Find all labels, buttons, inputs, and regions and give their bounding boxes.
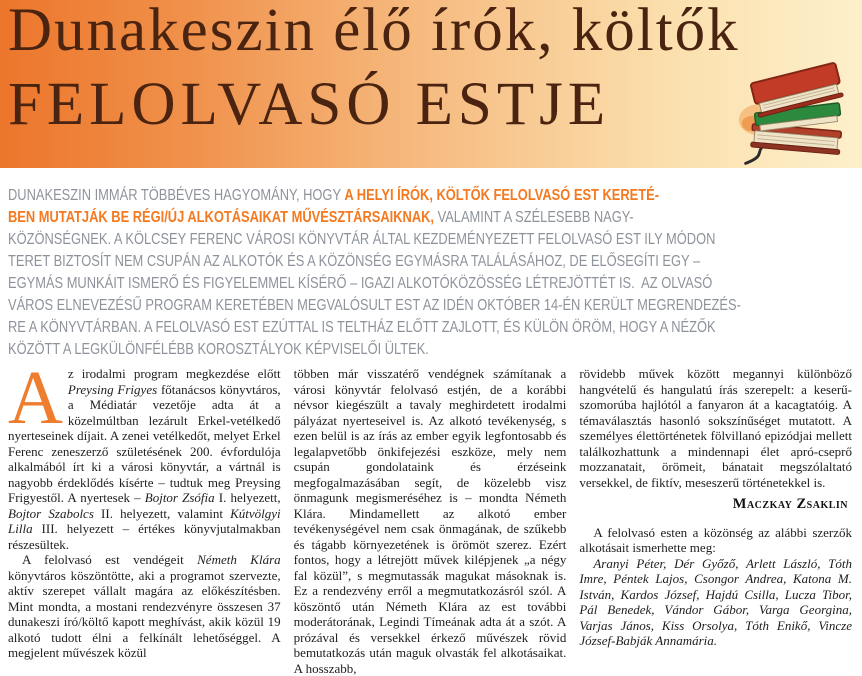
lead-text: KÖZÖTT A LEGKÜLÖNFÉLÉBB KOROSZTÁLYOK KÉPVISELŐI ÜLTEK. <box>8 341 429 358</box>
article-column-3 <box>579 366 852 676</box>
lead-text: RE A KÖNYVTÁRBAN. A FELOLVASÓ EST EZÚTTAL IS TELTHÁZ ELŐTT ZAJLOTT, ÉS KÜLÖN ÖRÖM, HOGY A NÉZŐK <box>8 319 716 336</box>
lead-text: TERET BIZTOSÍT NEM CSUPÁN AZ ALKOTÓK ÉS A KÖZÖNSÉG EGYMÁSRA TALÁLÁSÁHOZ, DE ELŐSEGÍTI EGY – <box>8 253 701 270</box>
lead-line <box>8 185 852 207</box>
body-paragraph <box>8 552 281 661</box>
lead-line <box>8 229 852 251</box>
text-segment: rövidebb művek között megannyi különböző hangvételű és hangulatú írás szerepelt: a keserű-szomorúba hajlótól a fanyaron át a kacagtatóig. A témaválasztás hasonló sokszínűséget mutatott. A személyes élettörténetek fölvillanó epizódjai mellett találkozhattunk a mindennapi élet apró-cseprő mozzanatait, örömeit, bánatait megszólaltató versekkel, de fiktív, meseszerű történetekkel is. <box>579 366 853 490</box>
body-paragraph <box>579 525 852 556</box>
byline: Maczkay Zsaklin <box>732 496 849 512</box>
text-segment: Aranyi Péter, Dér Győző, Arlett László, Tóth Imre, Péntek Lajos, Csongor Andrea, Katona M. István, Kardos József, Hajdú Csilla, Lucza Tibor, Pál Benedek, Vándor Gábor, Varga Georgina, Varjas János, Kiss Orsolya, Tóth Enikő, Vincze József-Babják Annamária. <box>579 555 853 648</box>
lead-highlight: BEN MUTATJÁK BE RÉGI/ÚJ ALKOTÁSAIKAT MŰVÉSZTÁRSAIKNAK, <box>8 209 434 226</box>
lead-text: DUNAKESZIN IMMÁR TÖBBÉVES HAGYOMÁNY, HOGY <box>8 187 345 204</box>
text-segment: A felolvasó esten a közönség az alábbi szerzők alkotásait ismerhette meg: <box>579 524 853 555</box>
drop-cap: A <box>8 356 63 440</box>
lead-line <box>8 251 852 273</box>
text-segment: Kútvölgyi Lilla <box>8 505 281 536</box>
books-stack-icon <box>734 56 860 168</box>
text-segment: Németh Klára <box>197 552 281 567</box>
article-column-2 <box>294 366 567 676</box>
lead-text: VALAMINT A SZÉLESEBB NAGY- <box>433 209 634 226</box>
text-segment: I. helyezett, <box>214 490 281 505</box>
text-segment: Preysing Frigyes <box>67 381 158 397</box>
lead-line <box>8 339 852 361</box>
lead-text: KÖZÖNSÉGNEK. A KÖLCSEY FERENC VÁROSI KÖNYVTÁR ÁLTAL KEZDEMÉNYEZETT FELOLVASÓ EST ILY MÓDON <box>8 231 716 248</box>
text-segment: Bojtor Zsófia <box>144 490 215 505</box>
lead-paragraph <box>8 185 852 361</box>
body-paragraph <box>8 356 281 552</box>
lead-line <box>8 295 852 317</box>
text-segment: többen már visszatérő vendégnek számítanak a városi könyvtár felolvasó estjén, de a korábbi névsor kiegészült a tavaly meghirdetett irodalmi pályázat nyerteseivel is. Az alkotó tevékenység, s ezen belül is az írás az ember egyik legfontosabb és legalapvetőbb önkifejezési eszköze, mely nem csupán gondolataink és érzéseink megfogalmazásában segít, de közelebb visz önmagunk megismeréséhez is – mondta Németh Klára. Mindamellett az alkotó ember tevékenységével nem csak önmagának, de szűkebb és tágabb környezetének is örömöt szerez. Ezért fontos, hogy a létrejött művek kilépjenek „a négy fal közül”, s megmutassák magukat másoknak is. Ez a rendezvény erről a megmutatkozásról szól. A köszöntő után Németh Klára az est további moderátorának, Legindi Tímeának adta át a szót. A prózával és versekkel érkező művészek rövid bemutatkozás után maguk olvasták fel alkotásaikat. A hosszabb, <box>293 366 567 676</box>
article-body <box>0 356 862 676</box>
lead-text: EGYMÁS MUNKÁIT ISMERŐ ÉS FIGYELEMMEL KÍSÉRŐ – IGAZI ALKOTÓKÖZÖSSÉG LÉTREJÖTTÉT IS. AZ OLVASÓ <box>8 275 713 292</box>
text-segment: z irodalmi program megkezdése előtt <box>67 366 281 381</box>
text-segment: Bojtor Szabolcs <box>8 505 94 521</box>
body-paragraph <box>294 366 567 676</box>
text-segment: A felolvasó est vendégeit <box>22 552 198 567</box>
text-segment: III. helyezett – értékes könyvjutalmakban részesültek. <box>8 521 281 552</box>
text-segment: könyvtáros köszöntötte, aki a programot szervezte, aktív szerepet vállalt magára az előkészítésben. Mint mondta, a mostani rendezvényre összesen 37 dunakeszi író/költő kapott meghívást, akik közül 19 alkotó tudott élni a felkínált lehetőséggel. A megjelent művészek közül <box>8 567 281 660</box>
text-segment: II. helyezett, valamint <box>93 505 231 521</box>
article-column-1 <box>8 356 281 676</box>
lead-text: VÁROS ELNEVEZÉSŰ PROGRAM KERETÉBEN MEGVALÓSULT EST AZ IDÉN OKTÓBER 14-ÉN KERÜLT MEGRENDEZÉS- <box>8 297 741 314</box>
article-header <box>0 0 862 168</box>
lead-line <box>8 273 852 295</box>
lead-highlight: A HELYI ÍRÓK, KÖLTŐK FELOLVASÓ EST KERETÉ- <box>344 187 660 204</box>
lead-line <box>8 207 852 229</box>
body-paragraph <box>579 556 852 649</box>
lead-line <box>8 317 852 339</box>
text-segment: főtanácsos könyvtáros, a Médiatár vezetője adta át a közelmúltban lezárult Erkel-vetélkedő nyerteseinek díjait. A zenei vetélkedőt, melyet Erkel Ferenc zeneszerző születésének 200. évfordulója alkalmából írt ki a városi könyvtár, a vártnál is nagyobb érdeklődés kísérte – tudtuk meg Preysing Frigyestől. A nyertesek – <box>8 381 281 505</box>
headline-line2: FELOLVASÓ ESTJE <box>8 71 611 138</box>
body-paragraph <box>579 366 852 490</box>
headline-line1: Dunakeszin élő írók, költők <box>8 0 740 64</box>
